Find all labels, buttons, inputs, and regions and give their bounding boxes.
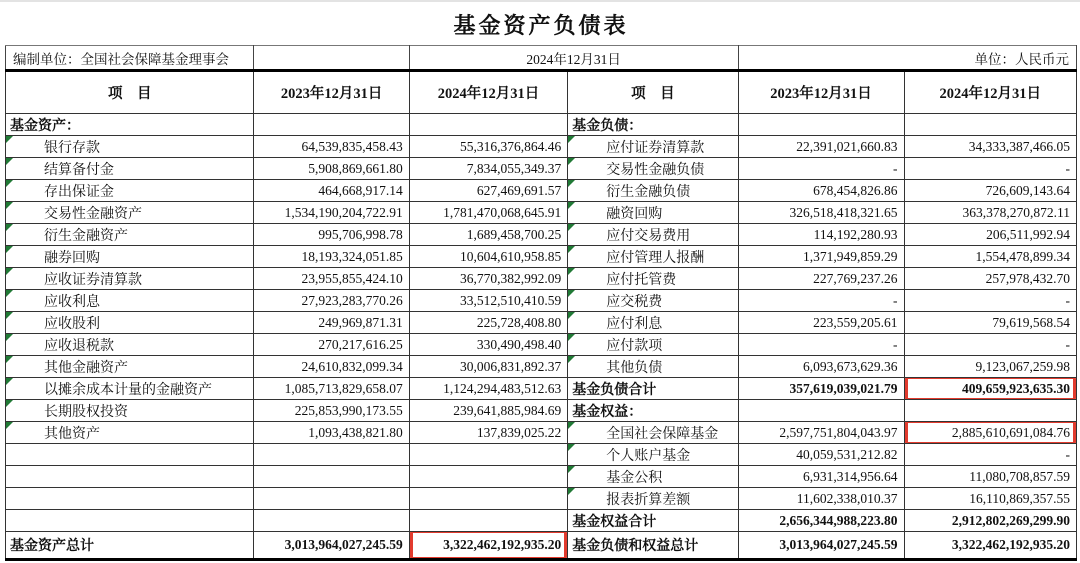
asset-item-name: 应收退税款 — [6, 334, 254, 356]
liability-equity-value-2024: 3,322,462,192,935.20 — [904, 532, 1076, 560]
asset-value-2024 — [409, 114, 568, 136]
asset-value-2024: 627,469,691.57 — [409, 180, 568, 202]
liability-equity-value-2024: - — [904, 290, 1076, 312]
asset-value-2024: 7,834,055,349.37 — [409, 158, 568, 180]
asset-item-name: 应收股利 — [6, 312, 254, 334]
liability-equity-value-2024: - — [904, 334, 1076, 356]
liability-equity-item-name: 基金权益合计 — [568, 510, 738, 532]
liability-equity-value-2024: 363,378,270,872.11 — [904, 202, 1076, 224]
table-row — [6, 202, 1077, 224]
liability-equity-value-2024: 1,554,478,899.34 — [904, 246, 1076, 268]
liability-equity-value-2023: 114,192,280.93 — [738, 224, 904, 246]
asset-value-2023: 249,969,871.31 — [254, 312, 409, 334]
table-row — [6, 114, 1077, 136]
liability-equity-value-2023: 22,391,021,660.83 — [738, 136, 904, 158]
liability-equity-value-2024: 9,123,067,259.98 — [904, 356, 1076, 378]
asset-value-2024: 225,728,408.80 — [409, 312, 568, 334]
asset-item-name: 存出保证金 — [6, 180, 254, 202]
asset-value-2024: 36,770,382,992.09 — [409, 268, 568, 290]
balance-sheet-page — [0, 2, 1080, 561]
liability-equity-value-2023: 40,059,531,212.82 — [738, 444, 904, 466]
asset-value-2023: 24,610,832,099.34 — [254, 356, 409, 378]
table-row — [6, 378, 1077, 400]
asset-value-2024: 1,689,458,700.25 — [409, 224, 568, 246]
table-row — [6, 334, 1077, 356]
asset-value-2024: 55,316,376,864.46 — [409, 136, 568, 158]
liability-equity-value-2024: - — [904, 444, 1076, 466]
liability-equity-item-name: 报表折算差额 — [568, 488, 738, 510]
liability-equity-value-2023: - — [738, 158, 904, 180]
asset-item-name: 交易性金融资产 — [6, 202, 254, 224]
asset-item-name: 其他资产 — [6, 422, 254, 444]
report-date-label: 2024年12月31日 — [409, 46, 738, 71]
liability-equity-item-name: 融资回购 — [568, 202, 738, 224]
liability-equity-value-2023 — [738, 114, 904, 136]
liability-equity-item-name: 应付管理人报酬 — [568, 246, 738, 268]
asset-value-2024 — [409, 510, 568, 532]
liability-equity-value-2024-highlighted: 2,885,610,691,084.76 — [904, 422, 1076, 444]
header-item-left: 项 目 — [6, 71, 254, 114]
table-row — [6, 158, 1077, 180]
liability-equity-item-name: 全国社会保障基金 — [568, 422, 738, 444]
liability-equity-item-name: 应付托管费 — [568, 268, 738, 290]
liability-equity-value-2023: 1,371,949,859.29 — [738, 246, 904, 268]
liability-equity-value-2024: 257,978,432.70 — [904, 268, 1076, 290]
liability-equity-value-2023: - — [738, 290, 904, 312]
table-row — [6, 356, 1077, 378]
asset-value-2024-highlighted: 3,322,462,192,935.20 — [409, 532, 568, 560]
asset-value-2023 — [254, 466, 409, 488]
balance-sheet-table — [5, 45, 1077, 561]
liability-equity-item-name: 交易性金融负债 — [568, 158, 738, 180]
liability-equity-item-name: 基金负债和权益总计 — [568, 532, 738, 560]
asset-item-name: 融券回购 — [6, 246, 254, 268]
asset-item-name: 长期股权投资 — [6, 400, 254, 422]
liability-equity-value-2024: - — [904, 158, 1076, 180]
asset-item-name: 应收证券清算款 — [6, 268, 254, 290]
liability-equity-value-2024-highlighted: 409,659,923,635.30 — [904, 378, 1076, 400]
asset-value-2024 — [409, 488, 568, 510]
asset-value-2023: 1,534,190,204,722.91 — [254, 202, 409, 224]
table-row — [6, 312, 1077, 334]
asset-value-2024: 137,839,025.22 — [409, 422, 568, 444]
asset-value-2023: 27,923,283,770.26 — [254, 290, 409, 312]
asset-value-2024: 30,006,831,892.37 — [409, 356, 568, 378]
liability-equity-value-2023: 3,013,964,027,245.59 — [738, 532, 904, 560]
column-header-row — [6, 71, 1077, 114]
asset-item-name: 基金资产： — [6, 114, 254, 136]
asset-value-2023: 18,193,324,051.85 — [254, 246, 409, 268]
liability-equity-item-name: 基金负债合计 — [568, 378, 738, 400]
asset-value-2024: 10,604,610,958.85 — [409, 246, 568, 268]
asset-value-2024: 239,641,885,984.69 — [409, 400, 568, 422]
asset-value-2023: 1,093,438,821.80 — [254, 422, 409, 444]
liability-equity-value-2023: 678,454,826.86 — [738, 180, 904, 202]
asset-value-2023: 1,085,713,829,658.07 — [254, 378, 409, 400]
asset-value-2023: 5,908,869,661.80 — [254, 158, 409, 180]
header-2024-left: 2024年12月31日 — [409, 71, 568, 114]
asset-value-2023 — [254, 510, 409, 532]
table-row — [6, 246, 1077, 268]
asset-item-name: 其他金融资产 — [6, 356, 254, 378]
liability-equity-value-2023: 357,619,039,021.79 — [738, 378, 904, 400]
asset-item-name: 衍生金融资产 — [6, 224, 254, 246]
liability-equity-value-2024: 16,110,869,357.55 — [904, 488, 1076, 510]
liability-equity-item-name: 应付交易费用 — [568, 224, 738, 246]
table-body — [6, 114, 1077, 560]
liability-equity-item-name: 衍生金融负债 — [568, 180, 738, 202]
liability-equity-value-2023: 227,769,237.26 — [738, 268, 904, 290]
table-row — [6, 400, 1077, 422]
liability-equity-value-2024: 79,619,568.54 — [904, 312, 1076, 334]
header-2023-left: 2023年12月31日 — [254, 71, 409, 114]
asset-item-name — [6, 444, 254, 466]
liability-equity-item-name: 其他负债 — [568, 356, 738, 378]
asset-value-2024 — [409, 466, 568, 488]
liability-equity-item-name: 应交税费 — [568, 290, 738, 312]
currency-unit-label: 单位：人民币元 — [738, 46, 1076, 71]
asset-item-name: 银行存款 — [6, 136, 254, 158]
liability-equity-item-name: 基金权益： — [568, 400, 738, 422]
asset-value-2023: 64,539,835,458.43 — [254, 136, 409, 158]
header-item-right: 项 目 — [568, 71, 738, 114]
liability-equity-value-2023: 2,656,344,988,223.80 — [738, 510, 904, 532]
page-title: 基金资产负债表 — [453, 13, 629, 38]
prepared-by-label: 编制单位：全国社会保障基金理事会 — [6, 46, 254, 71]
table-row — [6, 180, 1077, 202]
asset-value-2023: 270,217,616.25 — [254, 334, 409, 356]
asset-item-name — [6, 466, 254, 488]
asset-value-2024 — [409, 444, 568, 466]
asset-value-2023 — [254, 444, 409, 466]
liability-equity-value-2023: 326,518,418,321.65 — [738, 202, 904, 224]
asset-value-2023 — [254, 488, 409, 510]
liability-equity-value-2023: 6,931,314,956.64 — [738, 466, 904, 488]
liability-equity-value-2023: 223,559,205.61 — [738, 312, 904, 334]
table-row — [6, 268, 1077, 290]
asset-value-2023: 23,955,855,424.10 — [254, 268, 409, 290]
asset-value-2024: 1,781,470,068,645.91 — [409, 202, 568, 224]
liability-equity-item-name: 个人账户基金 — [568, 444, 738, 466]
liability-equity-value-2023: 11,602,338,010.37 — [738, 488, 904, 510]
liability-equity-value-2024 — [904, 114, 1076, 136]
asset-item-name: 结算备付金 — [6, 158, 254, 180]
table-row — [6, 224, 1077, 246]
asset-value-2024: 330,490,498.40 — [409, 334, 568, 356]
liability-equity-item-name: 应付证券清算款 — [568, 136, 738, 158]
liability-equity-value-2024 — [904, 400, 1076, 422]
asset-item-name: 基金资产总计 — [6, 532, 254, 560]
table-row — [6, 466, 1077, 488]
table-row — [6, 136, 1077, 158]
table-row — [6, 532, 1077, 560]
liability-equity-item-name: 应付款项 — [568, 334, 738, 356]
asset-item-name — [6, 488, 254, 510]
liability-equity-value-2023: 2,597,751,804,043.97 — [738, 422, 904, 444]
liability-equity-value-2024: 34,333,387,466.05 — [904, 136, 1076, 158]
meta-row — [6, 46, 1077, 71]
liability-equity-item-name: 应付利息 — [568, 312, 738, 334]
header-2024-right: 2024年12月31日 — [904, 71, 1076, 114]
asset-value-2024: 33,512,510,410.59 — [409, 290, 568, 312]
table-row — [6, 444, 1077, 466]
asset-value-2023 — [254, 114, 409, 136]
asset-item-name — [6, 510, 254, 532]
asset-value-2023: 464,668,917.14 — [254, 180, 409, 202]
table-row — [6, 510, 1077, 532]
asset-value-2023: 3,013,964,027,245.59 — [254, 532, 409, 560]
table-row — [6, 488, 1077, 510]
liability-equity-item-name: 基金公积 — [568, 466, 738, 488]
table-row — [6, 290, 1077, 312]
meta-empty-cell — [254, 46, 409, 71]
liability-equity-value-2024: 2,912,802,269,299.90 — [904, 510, 1076, 532]
liability-equity-item-name: 基金负债： — [568, 114, 738, 136]
asset-item-name: 应收利息 — [6, 290, 254, 312]
liability-equity-value-2023: 6,093,673,629.36 — [738, 356, 904, 378]
asset-item-name: 以摊余成本计量的金融资产 — [6, 378, 254, 400]
asset-value-2023: 995,706,998.78 — [254, 224, 409, 246]
header-2023-right: 2023年12月31日 — [738, 71, 904, 114]
liability-equity-value-2024: 206,511,992.94 — [904, 224, 1076, 246]
liability-equity-value-2023 — [738, 400, 904, 422]
liability-equity-value-2024: 11,080,708,857.59 — [904, 466, 1076, 488]
asset-value-2024: 1,124,294,483,512.63 — [409, 378, 568, 400]
table-row — [6, 422, 1077, 444]
liability-equity-value-2023: - — [738, 334, 904, 356]
asset-value-2023: 225,853,990,173.55 — [254, 400, 409, 422]
liability-equity-value-2024: 726,609,143.64 — [904, 180, 1076, 202]
